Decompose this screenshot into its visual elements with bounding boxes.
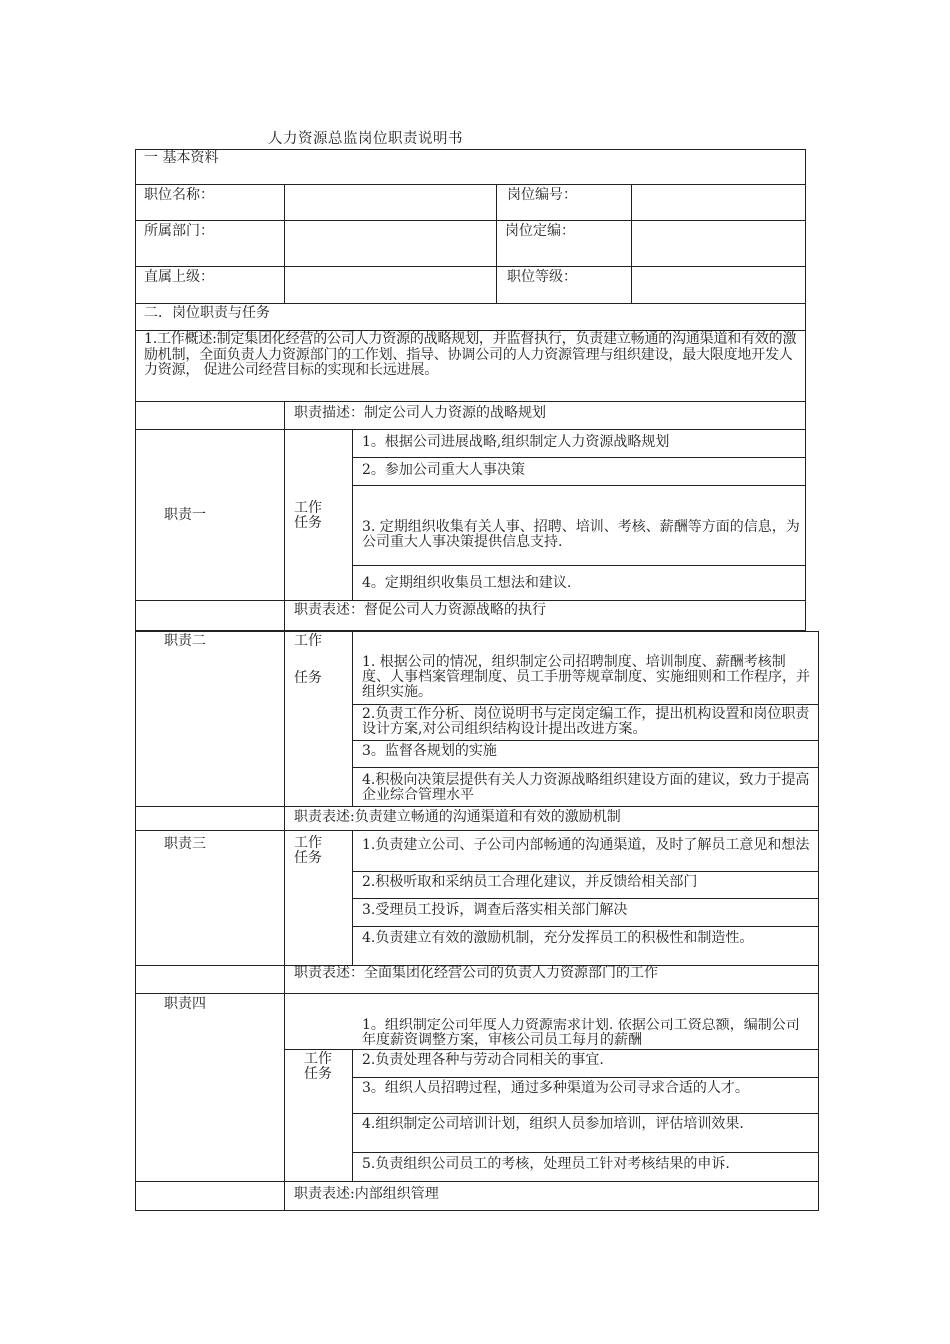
duty3-task-1: 1.负责建立公司、子公司内部畅通的沟通渠道，及时了解员工意见和想法 [362, 837, 810, 853]
duty2-desc: 职责表述：督促公司人力资源战略的执行 [294, 602, 546, 618]
duty4-task-4: 4.组织制定公司培训计划，组织人员参加培训，评估培训效果. [362, 1116, 744, 1132]
duty5-desc: 职责表述:内部组织管理 [294, 1186, 439, 1202]
duty3-desc: 职责表述:负责建立畅通的沟通渠道和有效的激励机制 [294, 809, 621, 825]
position-no-label: 岗位编号： [507, 187, 577, 203]
position-name-label: 职位名称： [144, 187, 214, 203]
duty2-task-label-1: 工作 [294, 633, 322, 649]
grade-label: 职位等级： [507, 269, 577, 285]
work-overview: 1.工作概述:制定集团化经营的公司人力资源的战略规划，并监督执行，负责建立畅通的沟通渠道和有效的激励机制，全面负责人力资源部门的工作划、指导、协调公司的人力资源管理与组织建设，最大限度地开发人力资源， 促进公司经营目标的实现和长远进展。 [144, 331, 797, 378]
duty2-task-4: 4.积极向决策层提供有关人力资源战略组织建设方面的建议，致力于提高企业综合管理水平 [362, 772, 810, 803]
duty4-name: 职责四 [164, 996, 206, 1012]
duty4-task-5: 5.负责组织公司员工的考核，处理员工针对考核结果的申诉. [362, 1156, 730, 1172]
duty3-task-2: 2.积极听取和采纳员工合理化建议，并反馈给相关部门 [362, 874, 698, 890]
duty2-task-label-2: 任务 [294, 670, 322, 686]
duty3-task-3: 3.受理员工投诉，调查后落实相关部门解决 [362, 902, 628, 918]
duty2-task-2: 2.负责工作分析、岗位说明书与定岗定编工作，提出机构设置和岗位职责设计方案,对公司组织结构设计提出改进方案。 [362, 706, 810, 737]
duty4-task-2: 2.负责处理各种与劳动合同相关的事宜. [362, 1052, 604, 1068]
superior-label: 直属上级： [144, 269, 214, 285]
duty4-task-1: 1。组织制定公司年度人力资源需求计划. 依据公司工资总额，编制公司年度薪资调整方案，审核公司员工每月的薪酬 [362, 1018, 800, 1048]
duty4-desc: 职责表述：全面集团化经营公司的负责人力资源部门的工作 [294, 965, 658, 981]
duty1-task-2: 2。参加公司重大人事决策 [362, 462, 525, 478]
duty2-task-3: 3。监督各规划的实施 [362, 743, 497, 759]
department-label: 所属部门： [144, 223, 214, 239]
duty3-task-label: 工作任务 [294, 835, 322, 866]
duty1-task-label: 工作任务 [294, 500, 322, 531]
headcount-label: 岗位定编： [505, 223, 575, 239]
duty1-name: 职责一 [164, 507, 206, 523]
section1-heading: 一 基本资料 [144, 150, 219, 166]
duty1-desc: 职责描述：制定公司人力资源的战略规划 [294, 405, 546, 421]
duty2-name: 职责二 [164, 633, 206, 649]
duty2-task-1: 1. 根据公司的情况，组织制定公司招聘制度、培训制度、薪酬考核制度、人事档案管理制度、员工手册等规章制度、实施细则和工作程序，并组织实施。 [362, 654, 810, 700]
section2-heading: 二．岗位职责与任务 [144, 305, 270, 321]
duty3-task-4: 4.负责建立有效的激励机制，充分发挥员工的积极性和制造性。 [362, 930, 754, 946]
duty1-task-3: 3. 定期组织收集有关人事、招聘、培训、考核、薪酬等方面的信息，为公司重大人事决策提供信息支持. [362, 519, 800, 550]
page-title: 人力资源总监岗位职责说明书 [268, 131, 463, 147]
duty4-task-label: 工作任务 [304, 1051, 332, 1082]
duty1-task-4: 4。定期组织收集员工想法和建议. [362, 575, 572, 591]
duty4-task-3: 3。组织人员招聘过程，通过多种渠道为公司寻求合适的人才。 [362, 1080, 749, 1096]
duty1-task-1: 1。根据公司进展战略,组织制定人力资源战略规划 [362, 434, 670, 450]
basic-info-table [135, 149, 806, 631]
duty3-name: 职责三 [164, 836, 206, 852]
